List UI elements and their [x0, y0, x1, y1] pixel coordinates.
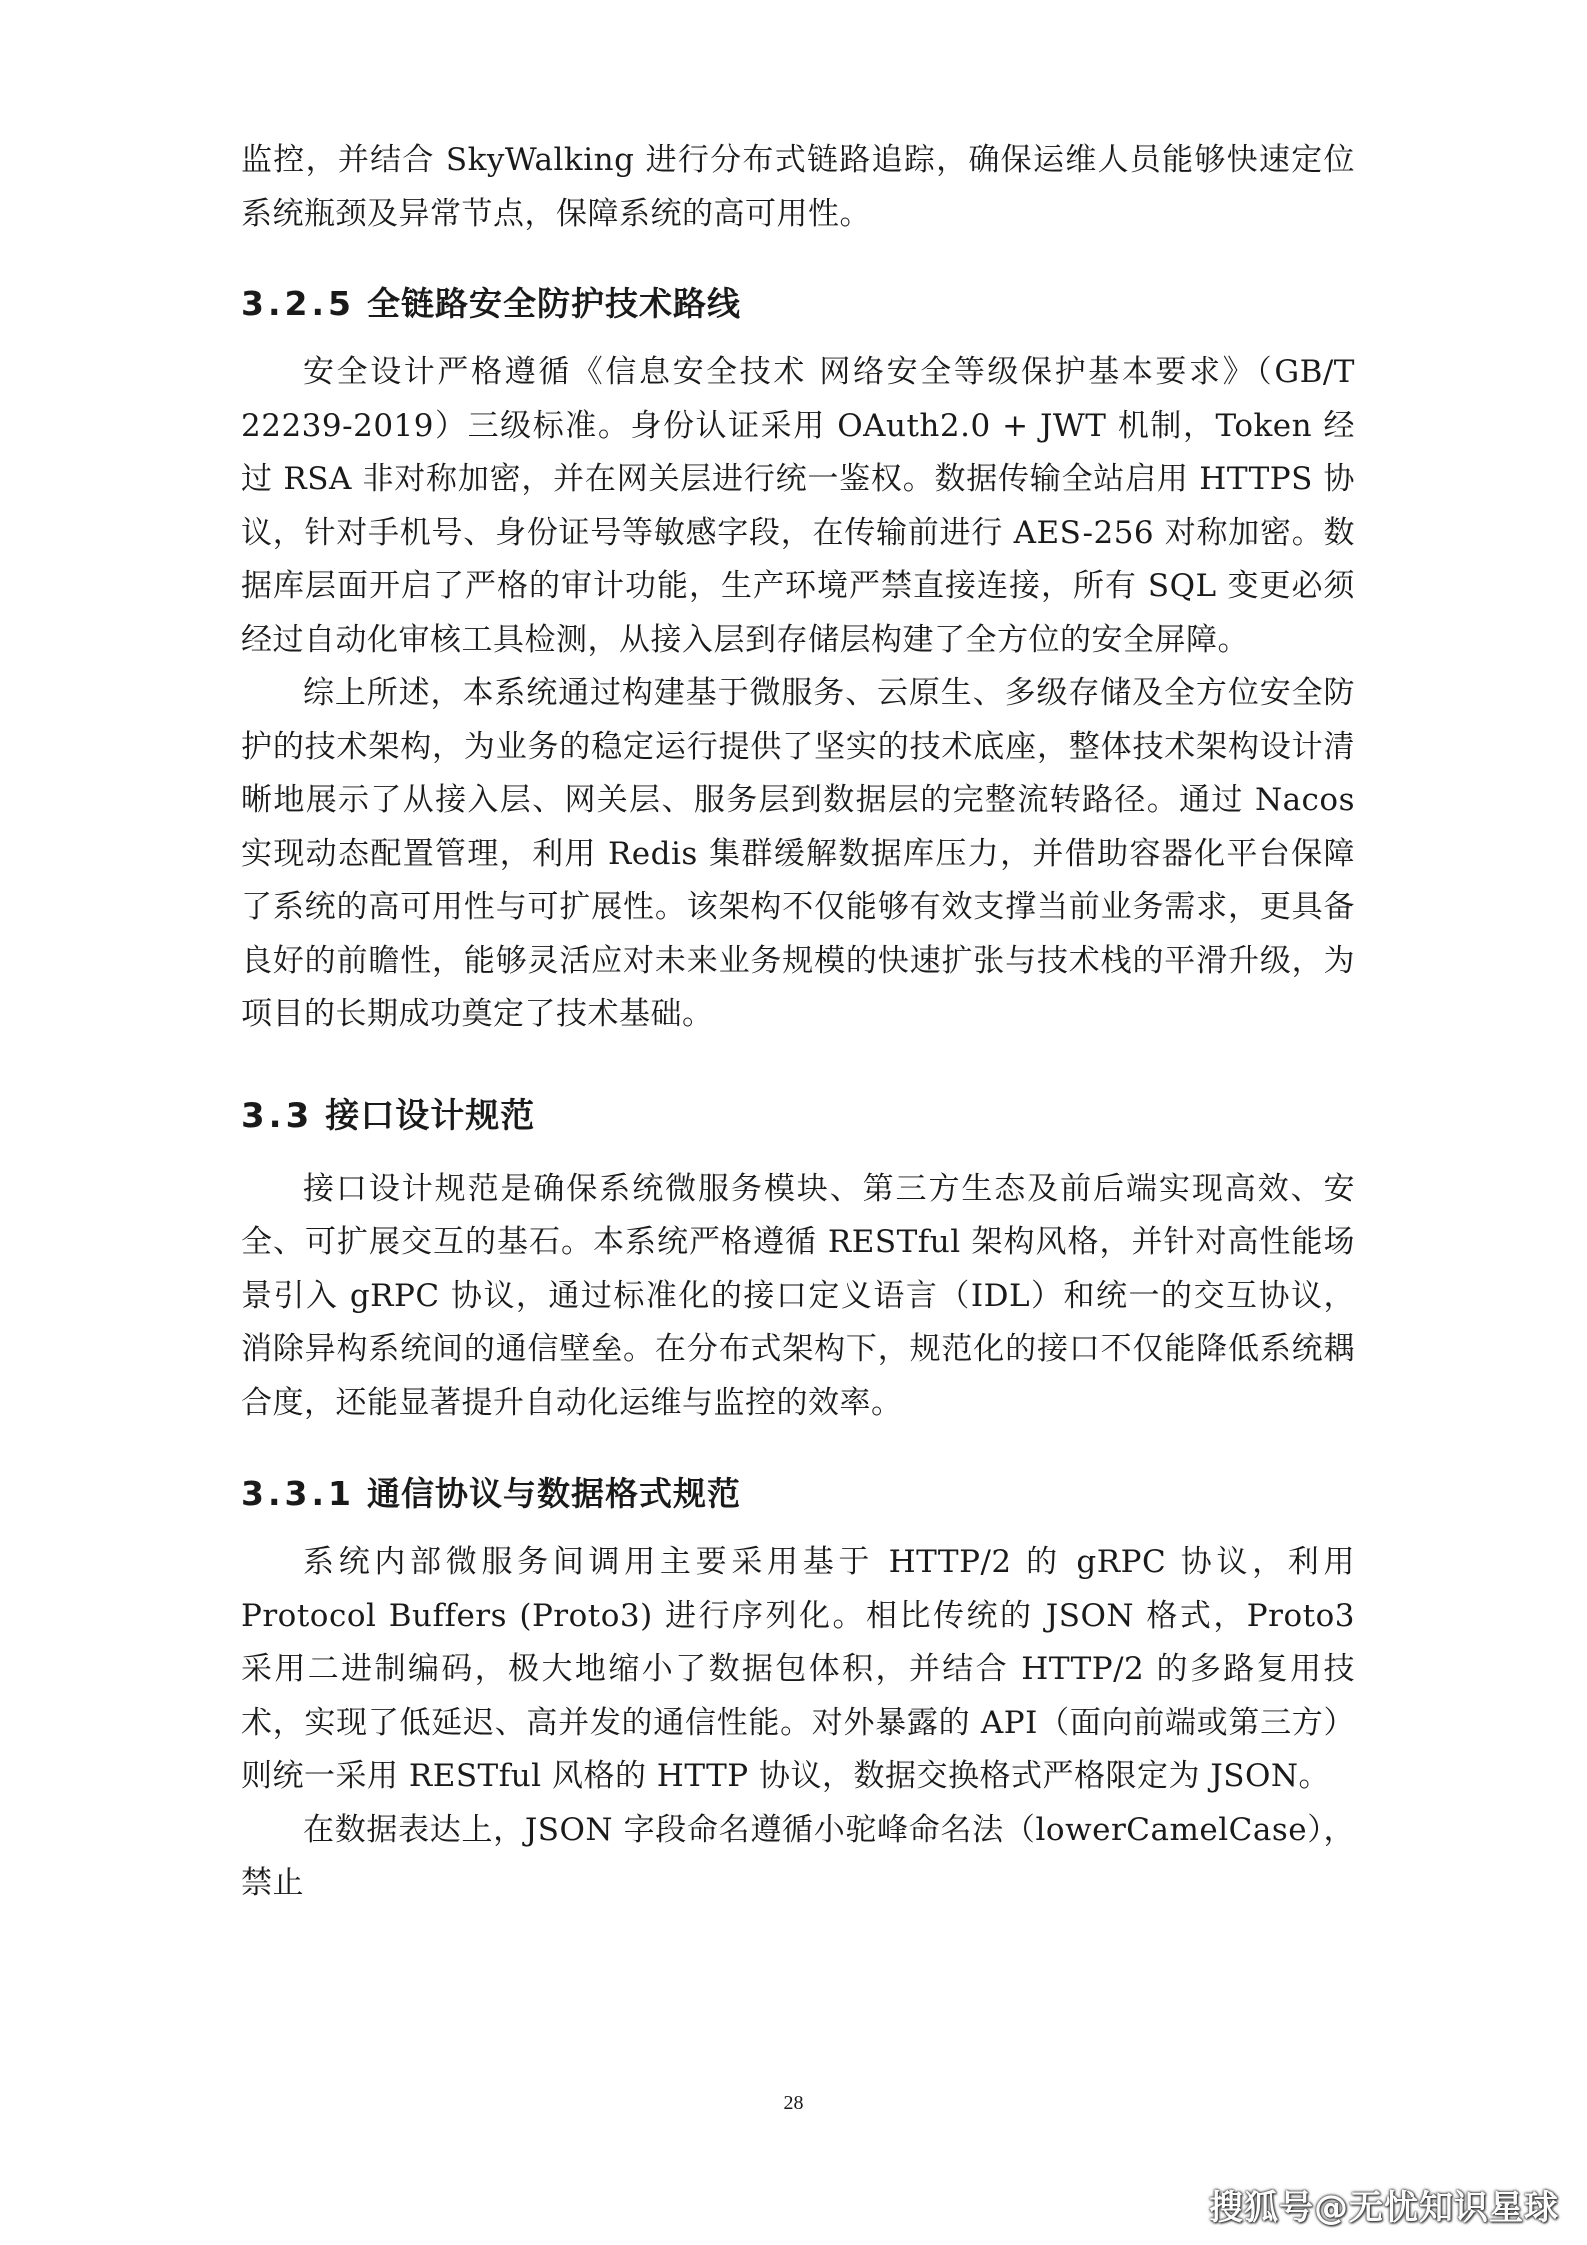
paragraph: 系统内部微服务间调用主要采用基于 HTTP/2 的 gRPC 协议，利用 Protocol Buffers (Proto3) 进行序列化。相比传统的 JSON 格式，Proto3 采用二进制编码，极大地缩小了数据包体积，并结合 HTTP/2 的多路复用技术，实现了低延迟、高并发的通信性能。对外暴露的 API（面向前端或第三方）则统一采用 RESTful 风格的 HTTP 协议，数据交换格式严格限定为 JSON。 [241, 1544, 1355, 1794]
paragraph: 接口设计规范是确保系统微服务模块、第三方生态及前后端实现高效、安全、可扩展交互的基石。本系统严格遵循 RESTful 架构风格，并针对高性能场景引入 gRPC 协议，通过标准化的接口定义语言（IDL）和统一的交互协议，消除异构系统间的通信壁垒。在分布式架构下，规范化的接口不仅能降低系统耦合度，还能显著提升自动化运维与监控的效率。 [241, 1170, 1355, 1421]
section-title: 全链路安全防护技术路线 [366, 284, 741, 323]
section-heading-3-3 [241, 1088, 1355, 1137]
paragraph: 在数据表达上，JSON 字段命名遵循小驼峰命名法（lowerCamelCase），禁止 [241, 1811, 1355, 1901]
page-number: 28 [783, 2092, 804, 2114]
section-number: 3.3.1 [241, 1474, 355, 1513]
document-body [241, 142, 1355, 1911]
section-title: 通信协议与数据格式规范 [366, 1474, 741, 1513]
section-heading-3-2-5 [241, 278, 1355, 325]
section-number: 3.3 [241, 1095, 314, 1136]
paragraph: 安全设计严格遵循《信息安全技术 网络安全等级保护基本要求》（GB/T 22239-2019）三级标准。身份认证采用 OAuth2.0 + JWT 机制，Token 经过 RSA 非对称加密，并在网关层进行统一鉴权。数据传输全站启用 HTTPS 协议，针对手机号、身份证号等敏感字段，在传输前进行 AES-256 对称加密。数据库层面开启了严格的审计功能，生产环境严禁直接连接，所有 SQL 变更必须经过自动化审核工具检测，从接入层到存储层构建了全方位的安全屏障。 [241, 354, 1355, 658]
watermark: 搜狐号@无忧知识星球 [1209, 2188, 1559, 2228]
section-title: 接口设计规范 [325, 1095, 536, 1136]
intro-paragraph: 监控，并结合 SkyWalking 进行分布式链路追踪，确保运维人员能够快速定位系统瓶颈及异常节点，保障系统的高可用性。 [241, 142, 1355, 232]
paragraph: 综上所述，本系统通过构建基于微服务、云原生、多级存储及全方位安全防护的技术架构，为业务的稳定运行提供了坚实的技术底座，整体技术架构设计清晰地展示了从接入层、网关层、服务层到数据层的完整流转路径。通过 Nacos 实现动态配置管理，利用 Redis 集群缓解数据库压力，并借助容器化平台保障了系统的高可用性与可扩展性。该架构不仅能够有效支撑当前业务需求，更具备良好的前瞻性，能够灵活应对未来业务规模的快速扩张与技术栈的平滑升级，为项目的长期成功奠定了技术基础。 [241, 675, 1355, 1032]
section-number: 3.2.5 [241, 284, 355, 323]
section-heading-3-3-1 [241, 1468, 1355, 1515]
